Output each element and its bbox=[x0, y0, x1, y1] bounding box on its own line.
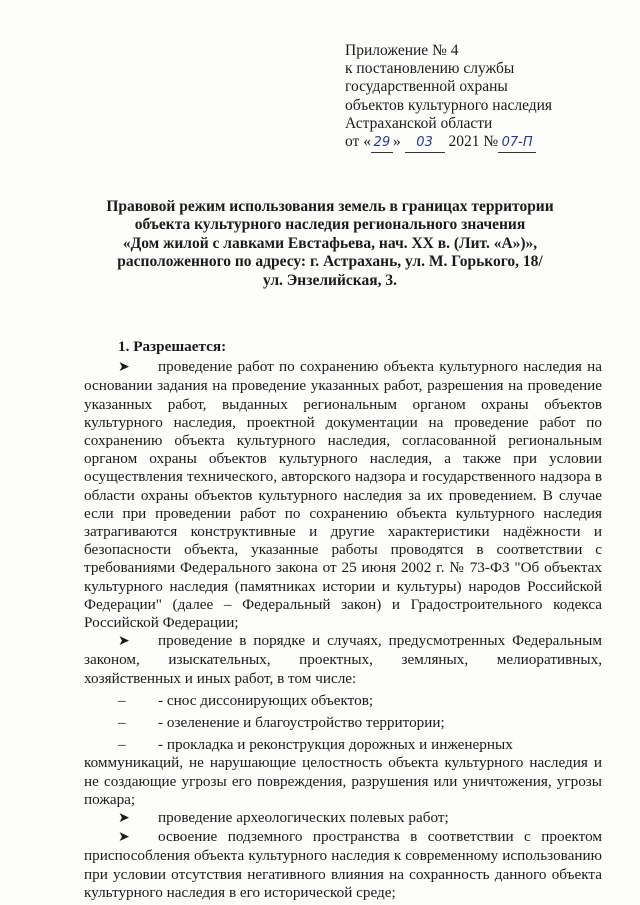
dash-item-text: - озеленение и благоустройство территории; bbox=[158, 714, 445, 732]
title-line: ул. Энзелийская, 3. bbox=[262, 271, 397, 289]
appendix-line: Астраханской области bbox=[345, 114, 493, 132]
date-prefix: от « bbox=[345, 133, 371, 151]
dash-bullet-icon: – bbox=[118, 736, 126, 754]
dash-item bbox=[84, 714, 602, 732]
dash-item-text: - снос диссонирующих объектов; bbox=[158, 691, 374, 709]
appendix-line: государственной охраны bbox=[345, 78, 508, 96]
date-sep: » bbox=[392, 133, 401, 151]
document-body bbox=[84, 338, 602, 902]
list-item-text: проведение археологических полевых работ; bbox=[158, 809, 449, 827]
dash-bullet-icon: – bbox=[118, 714, 126, 732]
dash-bullet-icon: – bbox=[118, 691, 126, 709]
date-year: 2021 № bbox=[448, 133, 499, 151]
list-item bbox=[84, 358, 602, 632]
handwritten-day: 29 bbox=[371, 134, 393, 153]
arrow-bullet-icon: ➤ bbox=[118, 634, 130, 650]
list-item bbox=[84, 828, 602, 902]
appendix-line: к постановлению службы bbox=[345, 60, 515, 78]
title-line: «Дом жилой с лавками Евстафьева, нач. XX в. (Лит. «А»)», bbox=[122, 234, 538, 252]
document-title bbox=[80, 198, 580, 290]
title-line: объекта культурного наследия регионального значения bbox=[134, 216, 526, 234]
list-item bbox=[84, 632, 602, 688]
arrow-bullet-icon: ➤ bbox=[118, 830, 130, 846]
list-item bbox=[84, 809, 602, 828]
dash-item bbox=[84, 736, 602, 754]
title-line: расположенного по адресу: г. Астрахань, ул. М. Горького, 18/ bbox=[117, 253, 543, 271]
appendix-header bbox=[345, 42, 625, 153]
list-item-text: проведение работ по сохранению объекта культурного наследия на основании задания на проведение указанных работ, разрешения на проведение указанных работ, выданных региональным органом охраны объектов культурного наследия, проектной документации на проведение работ по сохранению объекта культурного наследия, согласованной региональным органом охраны объектов культурного наследия, а также при условии осуществления технического, авторского надзора и государственного надзора в области охраны объектов культурного наследия за их проведением. В случае если при проведении работ по сохранению объекта культурного наследия затрагиваются конструктивные и другие характеристики надёжности и безопасности объекта, указанные работы проводятся в соответствии с требованиями Федерального закона от 25 июня 2002 г. № 73-ФЗ "Об объектах культурного наследия (памятниках истории и культуры) народов Российской Федерации" (далее – Федеральный закон) и Градостроительного кодекса Российской Федерации; bbox=[84, 358, 602, 632]
handwritten-number: 07-П bbox=[498, 134, 536, 153]
arrow-bullet-icon: ➤ bbox=[118, 360, 130, 376]
list-item-text: проведение в порядке и случаях, предусмотренных Федеральным законом, изыскательных, проектных, земляных, мелиоративных, хозяйственных и иных работ, в том числе: bbox=[84, 632, 602, 687]
appendix-line: объектов культурного наследия bbox=[345, 96, 553, 114]
handwritten-month: 03 bbox=[405, 134, 445, 153]
dash-item-text: - прокладка и реконструкция дорожных и инженерных bbox=[158, 736, 513, 754]
appendix-date-line bbox=[345, 133, 625, 153]
continuation-text: коммуникаций, не нарушающие целостность объекта культурного наследия и не создающие угрозы его повреждения, разрушения или уничтожения, угрозы пожара; bbox=[84, 754, 602, 808]
dash-item bbox=[84, 692, 602, 710]
arrow-bullet-icon: ➤ bbox=[118, 811, 130, 827]
section-heading: 1. Разрешается: bbox=[118, 338, 227, 355]
appendix-line: Приложение № 4 bbox=[345, 42, 459, 59]
list-item-text: освоение подземного пространства в соответствии с проектом приспособления объекта культурного наследия к современному использованию при условии отсутствия негативного влияния на сохранность данного объекта культурного наследия в его исторической среде; bbox=[84, 828, 602, 901]
title-line: Правовой режим использования земель в границах территории bbox=[106, 198, 554, 215]
